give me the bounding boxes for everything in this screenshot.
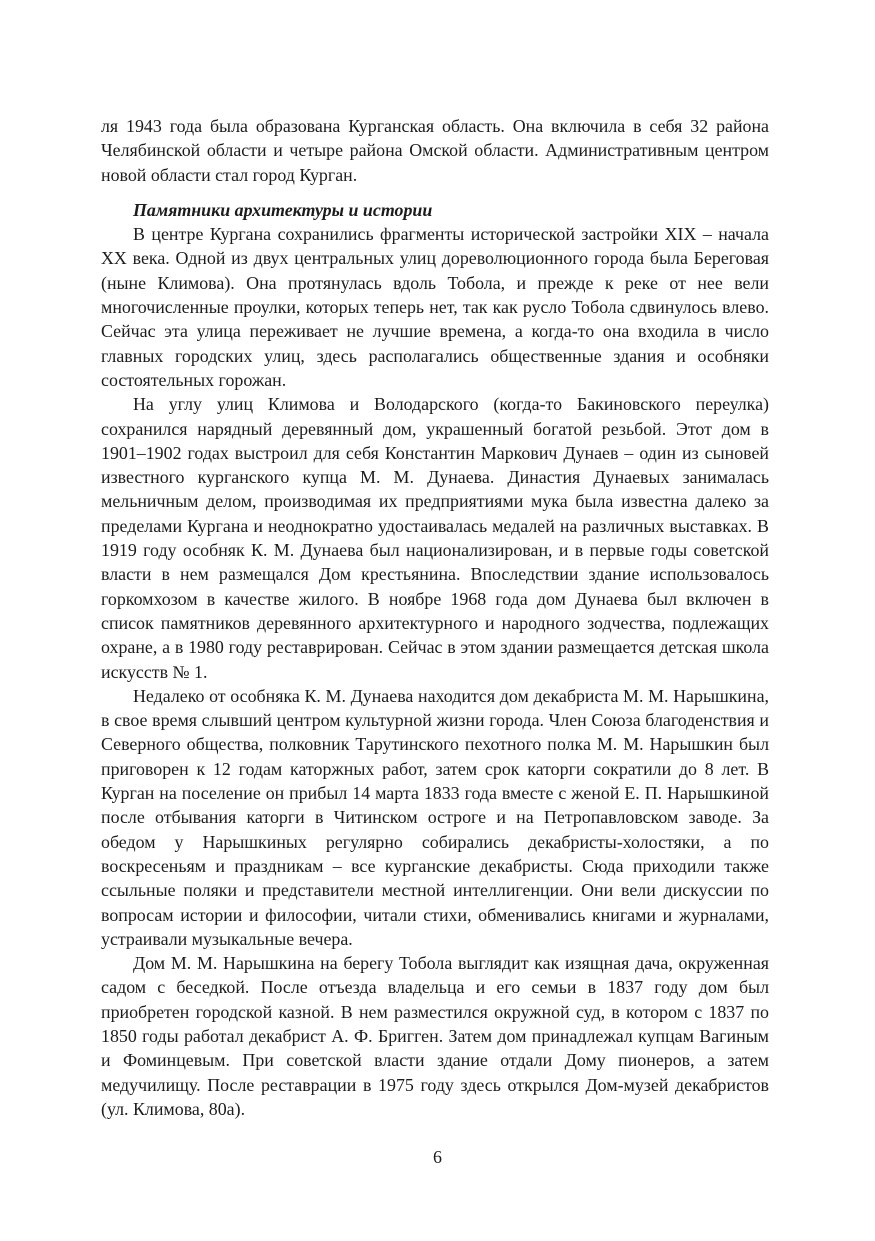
continuation-paragraph: ля 1943 года была образована Курганская область. Она включила в себя 32 района Челябинской области и четыре района Омской области. Административным центром новой области стал город Курган. bbox=[101, 116, 769, 185]
paragraph: В центре Кургана сохранились фрагменты исторической застройки XIX – начала XX века. Одной из двух центральных улиц дореволюционного города была Береговая (ныне Климова). Она протянулась вдоль Тобола, и прежде к реке от нее вели многочисленные проулки, которых теперь нет, так как русло Тобола сдвинулось влево. Сейчас эта улица переживает не лучшие времена, а когда-то она входила в число главных городских улиц, здесь располагались общественные здания и особняки состоятельных горожан. bbox=[101, 224, 769, 390]
paragraph: На углу улиц Климова и Володарского (когда-то Бакиновского переулка) сохранился нарядный деревянный дом, украшенный богатой резьбой. Этот дом в 1901–1902 годах выстроил для себя Константин Маркович Дунаев – один из сыновей известного курганского купца М. М. Дунаева. Династия Дунаевых занималась мельничным делом, производимая их предприятиями мука была известна далеко за пределами Кургана и неоднократно удостаивалась медалей на различных выставках. В 1919 году особняк К. М. Дунаева был национализирован, и в первые годы советской власти в нем размещался Дом крестьянина. Впоследствии здание использовалось горкомхозом в качестве жилого. В ноябре 1968 года дом Дунаева был включен в список памятников деревянного архитектурного и народного зодчества, подлежащих охране, а в 1980 году реставрирован. Сейчас в этом здании размещается детская школа искусств № 1. bbox=[101, 394, 769, 682]
section-heading: Памятники архитектуры и истории bbox=[133, 199, 433, 220]
page-body bbox=[101, 114, 769, 1121]
paragraph: Дом М. М. Нарышкина на берегу Тобола выглядит как изящная дача, окруженная садом с беседкой. После отъезда владельца и его семьи в 1837 году дом был приобретен городской казной. В нем разместился окружной суд, в котором с 1837 по 1850 годы работал декабрист А. Ф. Бригген. Затем дом принадлежал купцам Вагиным и Фоминцевым. При советской власти здание отдали Дому пионеров, а затем медучилищу. После реставрации в 1975 году здесь открылся Дом-музей декабристов (ул. Климова, 80а). bbox=[101, 953, 769, 1119]
paragraph: Недалеко от особняка К. М. Дунаева находится дом декабриста М. М. Нарышкина, в свое время слывший центром культурной жизни города. Член Союза благоденствия и Северного общества, полковник Тарутинского пехотного полка М. М. Нарышкин был приговорен к 12 годам каторжных работ, затем срок каторги сократили до 8 лет. В Курган на поселение он прибыл 14 марта 1833 года вместе с женой Е. П. Нарышкиной после отбывания каторги в Читинском остроге и на Петропавловском заводе. За обедом у Нарышкиных регулярно собирались декабристы-холостяки, а по воскресеньям и праздникам – все курганские декабристы. Сюда приходили также ссыльные поляки и представители местной интеллигенции. Они вели дискуссии по вопросам истории и философии, читали стихи, обменивались книгами и журналами, устраивали музыкальные вечера. bbox=[101, 685, 769, 949]
page-number: 6 bbox=[433, 1147, 442, 1167]
